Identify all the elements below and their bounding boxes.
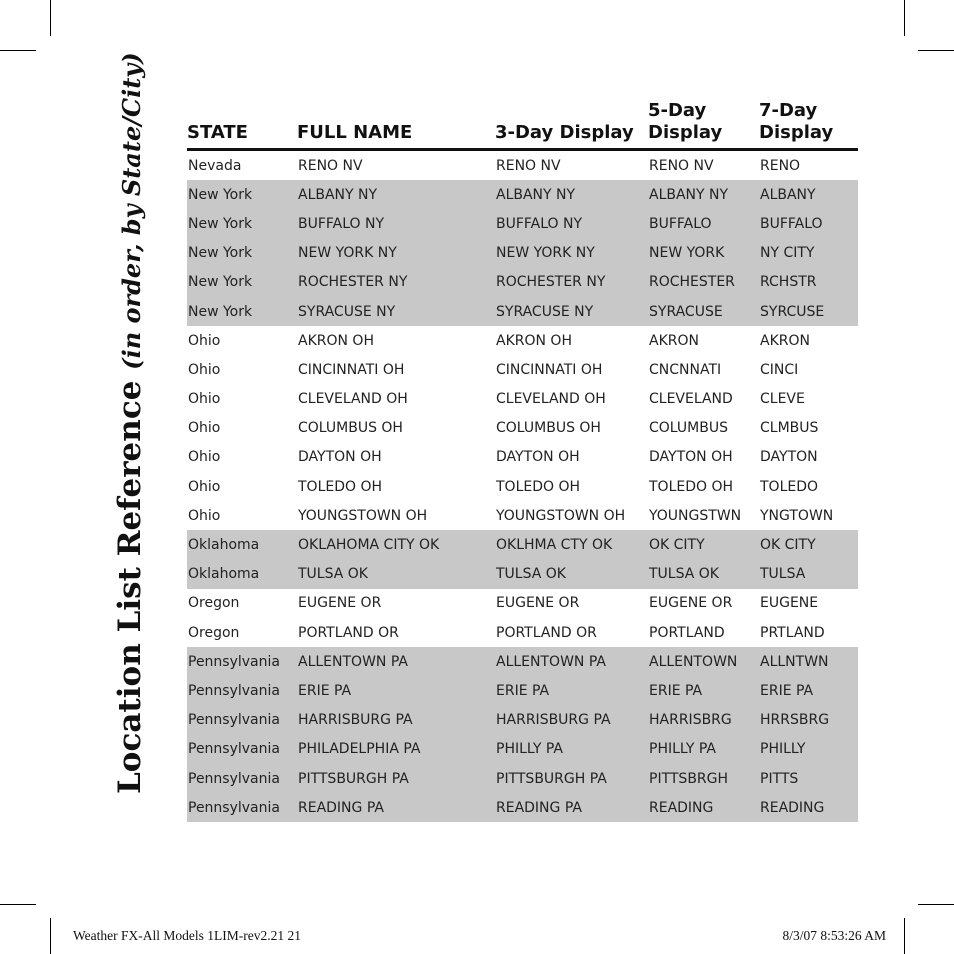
table-row	[187, 297, 858, 326]
table-header-row	[187, 100, 858, 150]
table-cell: PORTLAND	[649, 624, 725, 641]
table-cell: AKRON	[649, 332, 699, 349]
table-cell: ALLENTOWN PA	[495, 647, 648, 676]
section-title-subtitle: (in order, by State/City)	[117, 52, 146, 370]
table-row	[187, 735, 858, 764]
table-cell: ERIE PA	[297, 676, 495, 705]
table-cell: PITTSBRGH	[648, 764, 759, 793]
footer-timestamp: 8/3/07 8:53:26 AM	[782, 928, 886, 943]
table-cell: Ohio	[188, 449, 221, 466]
crop-mark	[904, 0, 905, 36]
table-cell: ALLNTWN	[759, 647, 858, 676]
table-row	[187, 209, 858, 238]
table-cell: CLEVE	[760, 391, 805, 408]
table-cell: AKRON	[760, 332, 810, 349]
table-cell: CLEVELAND OH	[298, 391, 408, 408]
table-row	[187, 589, 858, 618]
table-cell: RCHSTR	[759, 268, 858, 297]
table-cell: EUGENE OR	[649, 595, 733, 612]
table-row	[187, 443, 858, 472]
table-cell: Ohio	[188, 420, 221, 437]
table-row	[187, 793, 858, 822]
table-cell: CLEVELAND OH	[496, 391, 606, 408]
table-cell: PITTS	[759, 764, 858, 793]
table-row	[187, 472, 858, 501]
table-cell: TOLEDO OH	[298, 478, 383, 495]
table-cell: OK CITY	[648, 530, 759, 559]
table-cell: SYRACUSE	[648, 297, 759, 326]
table-row	[187, 414, 858, 443]
table-body	[187, 150, 858, 823]
table-cell: CINCI	[760, 361, 799, 378]
table-cell: PHILLY PA	[495, 735, 648, 764]
crop-mark	[904, 918, 905, 954]
table-cell: TOLEDO OH	[496, 478, 581, 495]
table-cell: PHILLY	[759, 735, 858, 764]
table-cell: YOUNGSTWN	[649, 507, 742, 524]
table-cell: PHILADELPHIA PA	[297, 735, 495, 764]
table-cell: PORTLAND OR	[298, 624, 399, 641]
crop-mark	[0, 50, 36, 51]
table-cell: YOUNGSTOWN OH	[496, 507, 626, 524]
table-cell: OK CITY	[759, 530, 858, 559]
table-cell: Pennsylvania	[187, 647, 297, 676]
table-cell: TULSA	[759, 560, 858, 589]
table-cell: RENO NV	[298, 157, 363, 174]
table-cell: CNCNNATI	[649, 361, 722, 378]
table-cell: PITTSBURGH PA	[495, 764, 648, 793]
table-cell: Ohio	[188, 478, 221, 495]
table-cell: RENO NV	[496, 157, 561, 174]
table-header	[187, 100, 858, 150]
table-cell: Ohio	[188, 391, 221, 408]
crop-mark	[50, 918, 51, 954]
table-cell: COLUMBUS	[649, 420, 728, 437]
table-cell: EUGENE OR	[496, 595, 580, 612]
table-cell: CLEVELAND	[649, 391, 733, 408]
table-row	[187, 385, 858, 414]
table-cell: Oregon	[188, 624, 240, 641]
table-cell: ROCHESTER NY	[495, 268, 648, 297]
table-cell: DAYTON OH	[649, 449, 733, 466]
table-row	[187, 501, 858, 530]
table-cell: COLUMBUS OH	[496, 420, 601, 437]
table-cell: ALLENTOWN PA	[297, 647, 495, 676]
table-cell: Ohio	[188, 507, 221, 524]
table-cell: NEW YORK	[648, 239, 759, 268]
table-cell: New York	[187, 209, 297, 238]
footer-slug: Weather FX-All Models 1LIM-rev2.21 21	[73, 928, 301, 943]
table-cell: Pennsylvania	[187, 764, 297, 793]
table-cell: BUFFALO NY	[297, 209, 495, 238]
table-row	[187, 326, 858, 355]
column-header: STATE	[187, 122, 248, 143]
table-cell: YOUNGSTOWN OH	[298, 507, 428, 524]
table-cell: READING PA	[297, 793, 495, 822]
table-cell: OKLAHOMA CITY OK	[297, 530, 495, 559]
table-cell: TULSA OK	[495, 560, 648, 589]
table-cell: New York	[187, 297, 297, 326]
crop-mark	[918, 904, 954, 905]
table-row	[187, 268, 858, 297]
table-cell: HRRSBRG	[759, 706, 858, 735]
table-cell: RENO NV	[649, 157, 714, 174]
table-cell: Oklahoma	[187, 530, 297, 559]
table-cell: ALBANY	[759, 180, 858, 209]
table-cell: CINCINNATI OH	[298, 361, 405, 378]
table-cell: Nevada	[188, 157, 242, 174]
table-cell: BUFFALO	[759, 209, 858, 238]
section-title-main: Location List Reference	[112, 380, 148, 794]
table-row	[187, 618, 858, 647]
table-cell: ALBANY NY	[648, 180, 759, 209]
table-cell: HARRISBURG PA	[297, 706, 495, 735]
table-cell: YNGTOWN	[760, 507, 834, 524]
table-cell: DAYTON	[760, 449, 818, 466]
table-cell: CINCINNATI OH	[496, 361, 603, 378]
table-cell: COLUMBUS OH	[298, 420, 403, 437]
table-cell: HARRISBURG PA	[495, 706, 648, 735]
table-cell: AKRON OH	[496, 332, 572, 349]
table-row	[187, 239, 858, 268]
table-cell: TULSA OK	[297, 560, 495, 589]
crop-mark	[50, 0, 51, 36]
column-header: 3-Day Display	[495, 122, 634, 143]
table-cell: New York	[187, 268, 297, 297]
table-cell: DAYTON OH	[298, 449, 382, 466]
table-cell: New York	[187, 239, 297, 268]
table-cell: NEW YORK NY	[495, 239, 648, 268]
column-header: 5-Day Display	[648, 100, 723, 143]
table-cell: CLMBUS	[760, 420, 819, 437]
table-cell: Ohio	[188, 332, 221, 349]
table-cell: PHILLY PA	[648, 735, 759, 764]
table-cell: PRTLAND	[760, 624, 825, 641]
table-cell: ALLENTOWN	[648, 647, 759, 676]
table-row	[187, 180, 858, 209]
table-cell: RENO	[760, 157, 801, 174]
table-row	[187, 355, 858, 384]
table-row	[187, 647, 858, 676]
table-cell: ROCHESTER	[648, 268, 759, 297]
table-cell: READING	[648, 793, 759, 822]
table-cell: READING	[759, 793, 858, 822]
table-cell: ERIE PA	[759, 676, 858, 705]
table-cell: TOLEDO	[760, 478, 819, 495]
table-cell: New York	[187, 180, 297, 209]
table-cell: Ohio	[188, 361, 221, 378]
table-cell: SYRACUSE NY	[297, 297, 495, 326]
table-row	[187, 764, 858, 793]
table-row	[187, 150, 858, 181]
location-table	[187, 100, 858, 822]
table-cell: EUGENE	[760, 595, 819, 612]
table-cell: ALBANY NY	[297, 180, 495, 209]
table-cell: NY CITY	[759, 239, 858, 268]
section-title	[110, 52, 150, 794]
table-cell: PORTLAND OR	[496, 624, 597, 641]
table-cell: ERIE PA	[495, 676, 648, 705]
crop-mark	[918, 50, 954, 51]
table-cell: ERIE PA	[648, 676, 759, 705]
table-cell: SYRACUSE NY	[495, 297, 648, 326]
table-cell: TOLEDO OH	[649, 478, 734, 495]
table-cell: BUFFALO	[648, 209, 759, 238]
column-header: 7-Day Display	[759, 100, 834, 143]
table-row	[187, 676, 858, 705]
table-cell: TULSA OK	[648, 560, 759, 589]
table-cell: SYRCUSE	[759, 297, 858, 326]
crop-mark	[0, 904, 36, 905]
table-cell: Pennsylvania	[187, 706, 297, 735]
table-cell: Oklahoma	[187, 560, 297, 589]
table-cell: Oregon	[188, 595, 240, 612]
table-cell: DAYTON OH	[496, 449, 580, 466]
table-cell: READING PA	[495, 793, 648, 822]
table-cell: Pennsylvania	[187, 676, 297, 705]
table-cell: ROCHESTER NY	[297, 268, 495, 297]
table-row	[187, 560, 858, 589]
table-cell: PITTSBURGH PA	[297, 764, 495, 793]
table-cell: HARRISBRG	[648, 706, 759, 735]
table-cell: Pennsylvania	[187, 793, 297, 822]
table-cell: ALBANY NY	[495, 180, 648, 209]
column-header: FULL NAME	[297, 122, 413, 143]
table-cell: BUFFALO NY	[495, 209, 648, 238]
table-cell: OKLHMA CTY OK	[495, 530, 648, 559]
table-cell: AKRON OH	[298, 332, 374, 349]
table-cell: Pennsylvania	[187, 735, 297, 764]
table-row	[187, 530, 858, 559]
table-cell: EUGENE OR	[298, 595, 382, 612]
table-row	[187, 706, 858, 735]
table-cell: NEW YORK NY	[297, 239, 495, 268]
